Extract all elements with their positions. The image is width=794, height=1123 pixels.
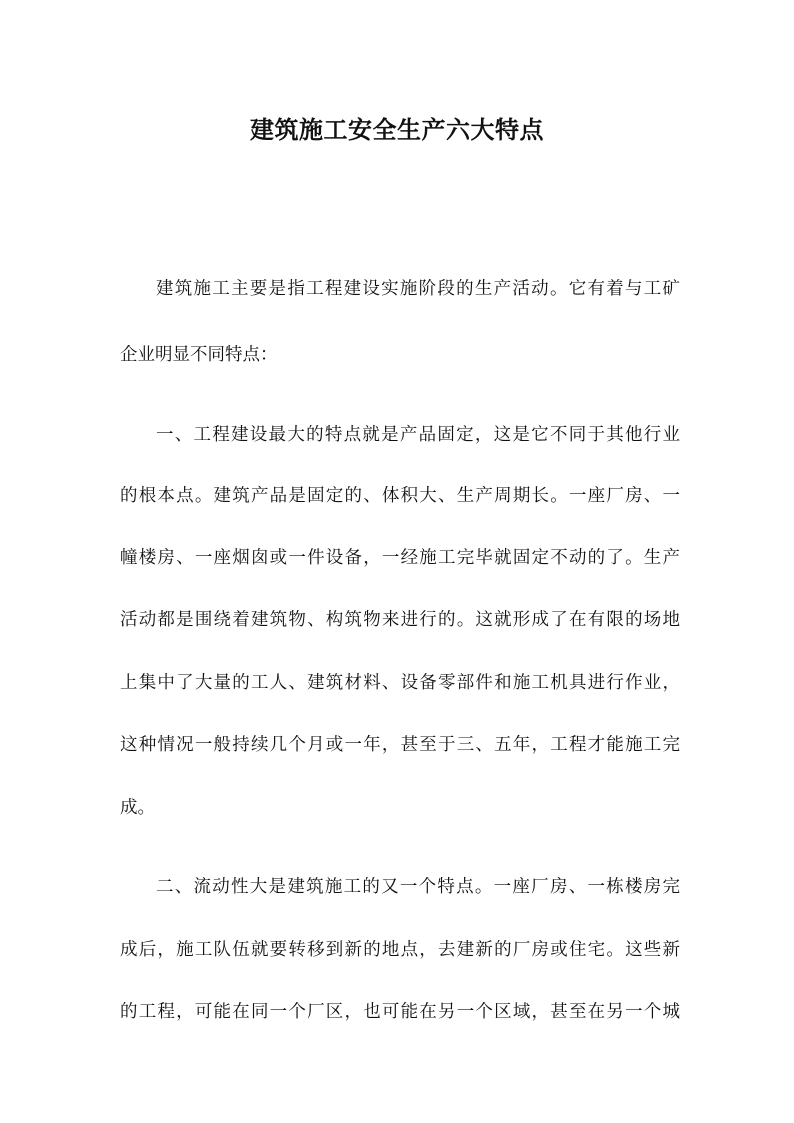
paragraph-point-1-line-2: 的根本点。建筑产品是固定的、体积大、生产周期长。一座厂房、一 [120, 486, 680, 506]
paragraph-point-1-line-7: 成。 [120, 798, 155, 818]
paragraph-intro-line-2: 企业明显不同特点： [120, 345, 278, 365]
paragraph-intro-line-1: 建筑施工主要是指工程建设实施阶段的生产活动。它有着与工矿 [156, 279, 680, 299]
paragraph-point-2-line-1: 二、流动性大是建筑施工的又一个特点。一座厂房、一栋楼房完 [156, 877, 680, 897]
paragraph-point-1-line-1: 一、工程建设最大的特点就是产品固定，这是它不同于其他行业 [156, 425, 680, 445]
paragraph-point-1-line-3: 幢楼房、一座烟囱或一件设备，一经施工完毕就固定不动的了。生产 [120, 548, 680, 568]
paragraph-point-1-line-5: 上集中了大量的工人、建筑材料、设备零部件和施工机具进行作业， [120, 673, 680, 693]
paragraph-point-1-line-6: 这种情况一般持续几个月或一年，甚至于三、五年，工程才能施工完 [120, 735, 680, 755]
document-title: 建筑施工安全生产六大特点 [250, 116, 544, 144]
paragraph-point-2-line-3: 的工程，可能在同一个厂区，也可能在另一个区域，甚至在另一个城 [120, 1002, 680, 1022]
paragraph-point-1-line-4: 活动都是围绕着建筑物、构筑物来进行的。这就形成了在有限的场地 [120, 610, 680, 630]
paragraph-point-2-line-2: 成后，施工队伍就要转移到新的地点，去建新的厂房或住宅。这些新 [120, 940, 680, 960]
